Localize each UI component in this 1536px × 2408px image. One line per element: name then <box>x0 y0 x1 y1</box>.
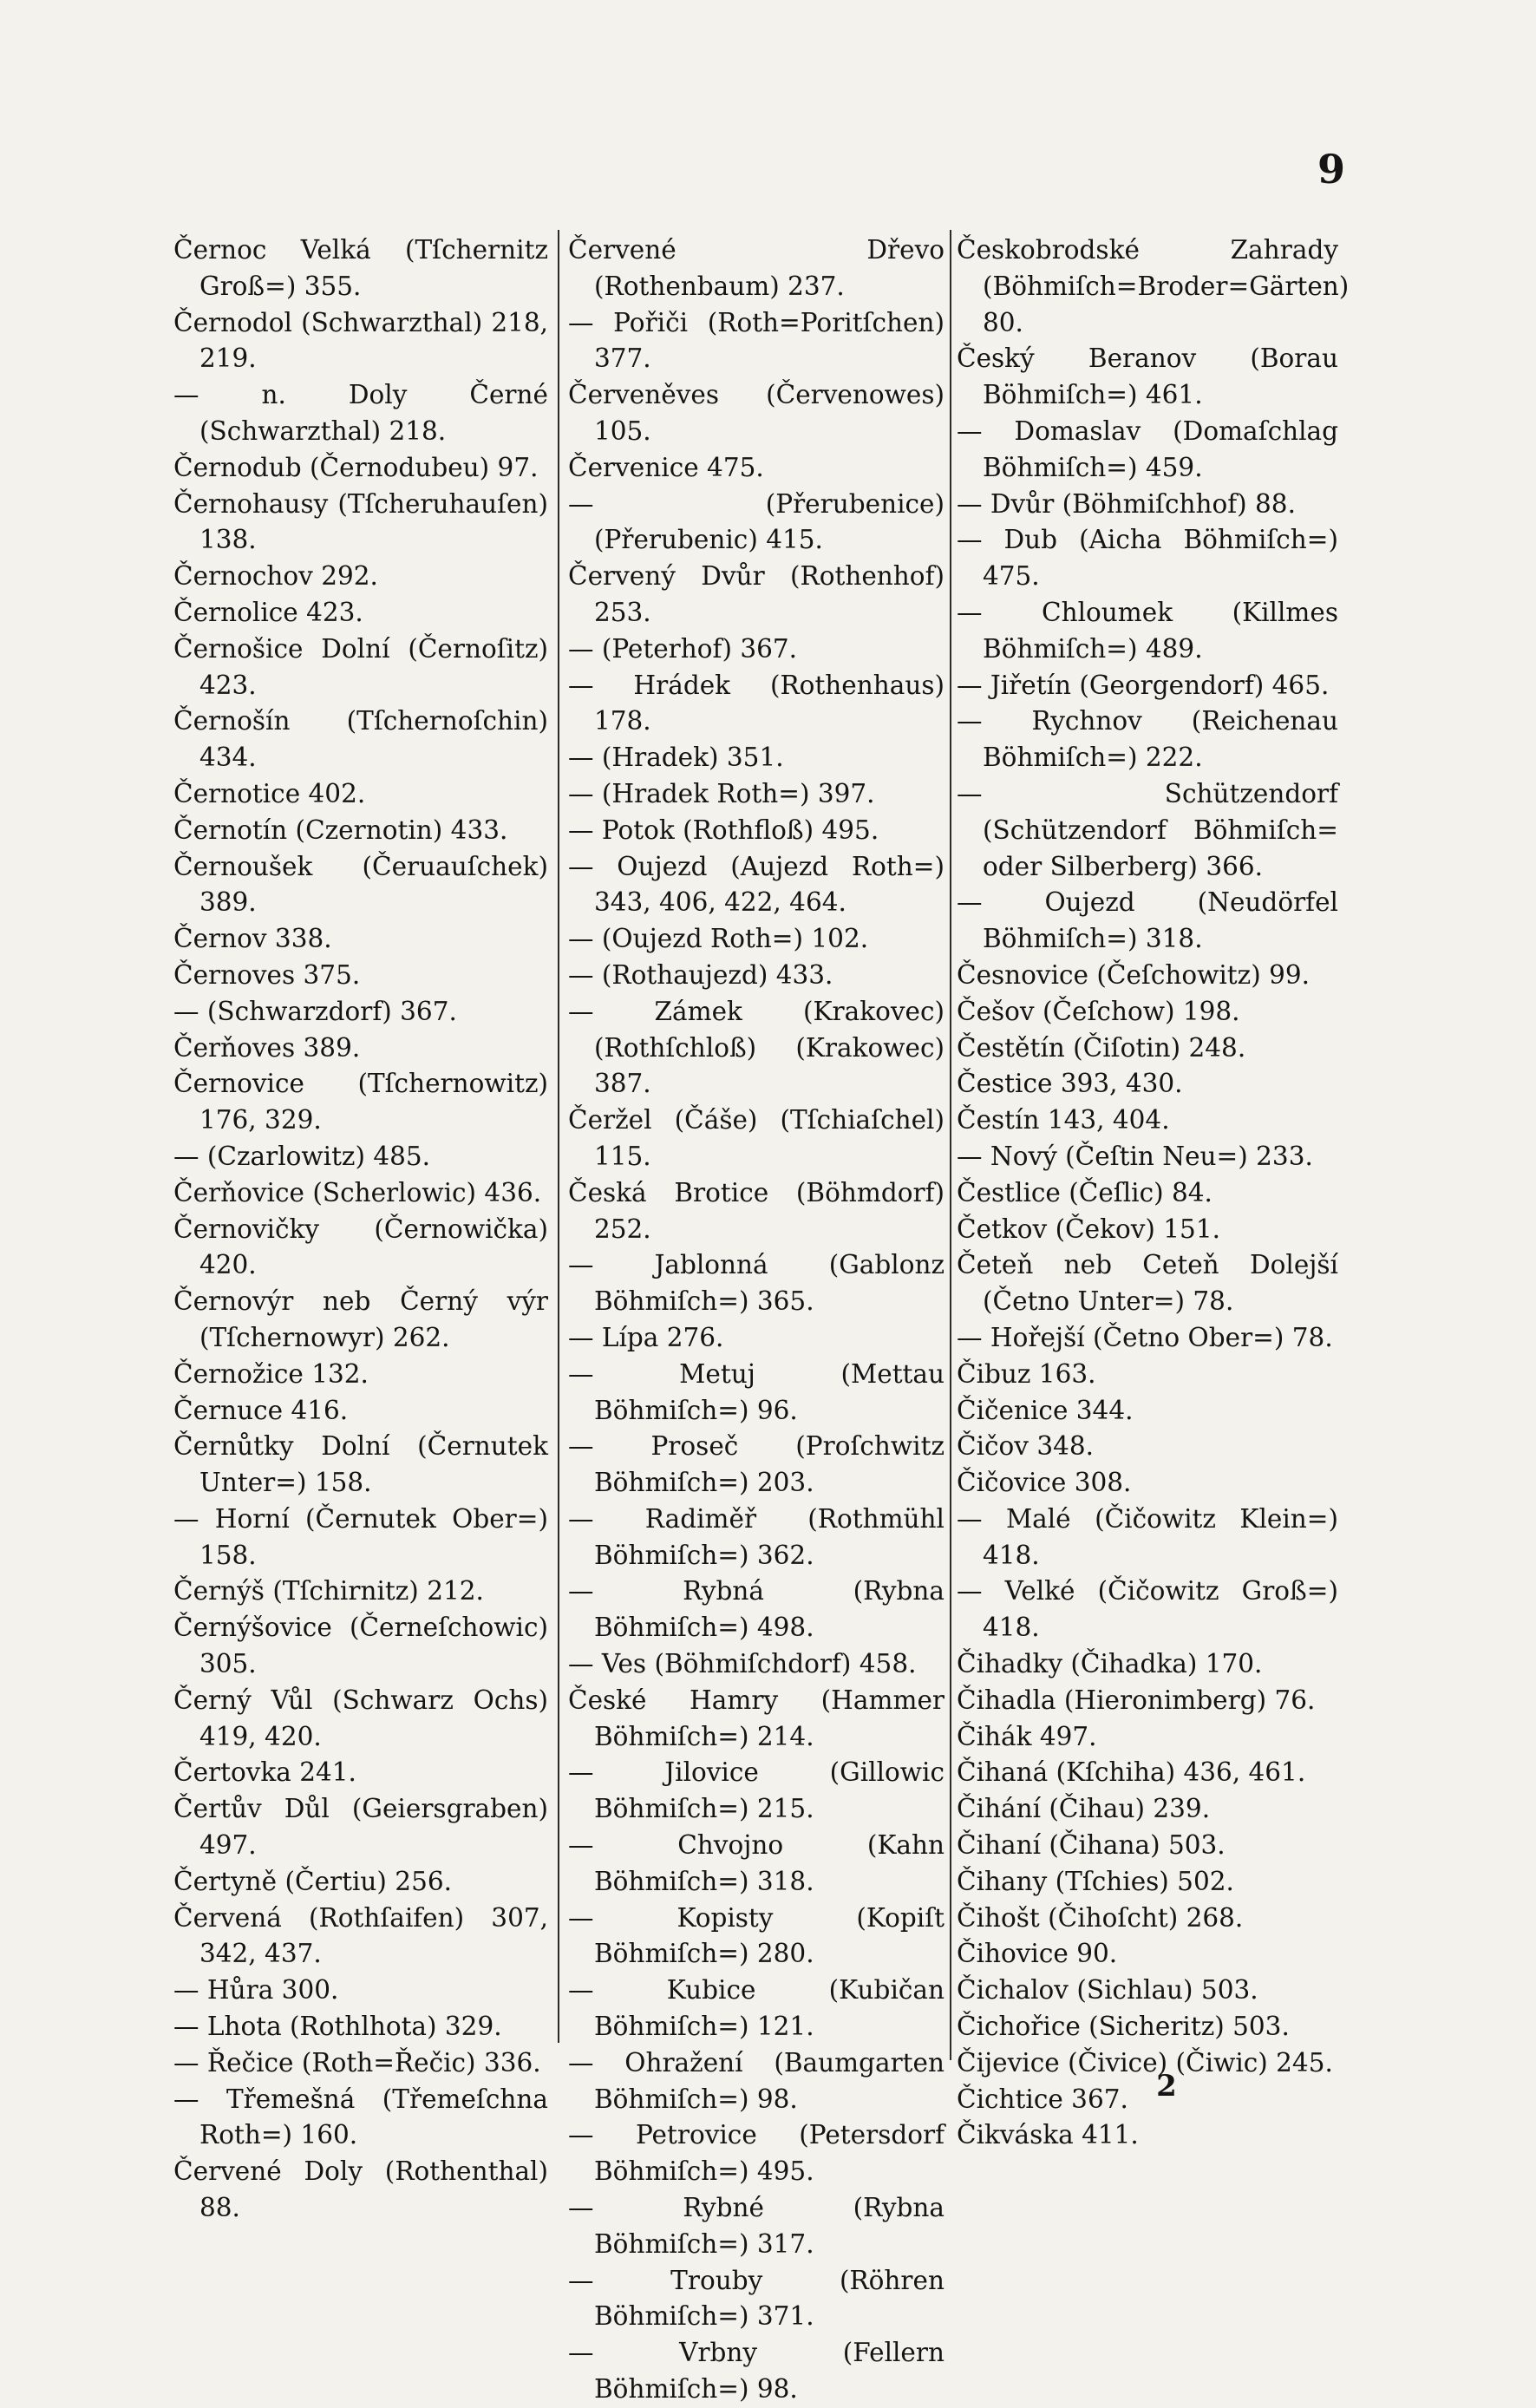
index-entry: Česnovice (Čeſchowitz) 99. <box>957 959 1311 990</box>
index-entry: Čijevice (Čivice) (Čiwic) 245. <box>957 2047 1333 2078</box>
index-entry: — Trouby (Röhren Böhmiſch=) 371. <box>568 2265 944 2332</box>
index-entry: Česká Brotice (Böhmdorf) 252. <box>568 1177 944 1244</box>
index-entry: — Radiměř (Rothmühl Böhmiſch=) 362. <box>568 1503 944 1570</box>
index-entry: — n. Doly Černé (Schwarzthal) 218. <box>173 380 548 446</box>
index-entry: Češov (Čeſchow) 198. <box>957 996 1240 1026</box>
index-entry: Černochov 292. <box>173 561 378 592</box>
index-entry: — Proseč (Proſchwitz Böhmiſch=) 203. <box>568 1431 944 1498</box>
index-entry: — Zámek (Krakovec) (Rothſchloß) (Krakowec) 387. <box>568 996 944 1099</box>
index-entry: — Rybné (Rybna Böhmiſch=) 317. <box>568 2193 944 2259</box>
index-entry: Čibuz 163. <box>957 1358 1096 1389</box>
index-entry: Českobrodské Zahrady (Böhmiſch=Broder=Gärten) 80. <box>957 235 1350 337</box>
index-entry: Čičov 348. <box>957 1431 1095 1462</box>
index-entry: — Pořiči (Roth=Poritſchen) 377. <box>568 307 944 374</box>
index-entry: Černolice 423. <box>173 597 363 627</box>
column-divider <box>558 230 559 2043</box>
index-entry: — Lípa 276. <box>568 1322 724 1352</box>
index-entry: — Jilovice (Gillowic Böhmiſch=) 215. <box>568 1757 944 1824</box>
index-entry: Červené Doly (Rothenthal) 88. <box>173 2156 548 2223</box>
index-entry: Černovičky (Černowička) 420. <box>173 1214 548 1280</box>
index-entry: — Kubice (Kubičan Böhmiſch=) 121. <box>568 1975 944 2042</box>
index-entry: Čerňoves 389. <box>173 1032 361 1063</box>
index-entry: — Hořejší (Četno Ober=) 78. <box>957 1322 1333 1352</box>
page-number: 9 <box>1317 146 1345 193</box>
index-entry: Černožice 132. <box>173 1358 369 1389</box>
index-entry: Černuce 416. <box>173 1395 349 1425</box>
index-entry: Černýšovice (Černeſchowic) 305. <box>173 1613 548 1679</box>
index-entry: Čihadky (Čihadka) 170. <box>957 1649 1263 1679</box>
index-entry: Čerňovice (Scherlowic) 436. <box>173 1177 542 1207</box>
index-entry: — Hůra 300. <box>173 1975 339 2006</box>
index-entry: Černovice (Tſchernowitz) 176, 329. <box>173 1069 548 1135</box>
index-entry: Čihovice 90. <box>957 1939 1118 1969</box>
index-entry: — Řečice (Roth=Řečic) 336. <box>173 2047 541 2078</box>
index-entry: Čestín 143, 404. <box>957 1105 1170 1135</box>
index-entry: — Třemešná (Třemeſchna Roth=) 160. <box>173 2084 548 2150</box>
index-entry: — (Rothaujezd) 433. <box>568 959 833 990</box>
index-entry: — (Czarlowitz) 485. <box>173 1141 431 1171</box>
index-entry: — Oujezd (Neudörfel Böhmiſch=) 318. <box>957 887 1338 954</box>
index-entry: Čihadla (Hieronimberg) 76. <box>957 1685 1316 1715</box>
index-entry: Černošice Dolní (Černoſitz) 423. <box>173 633 548 700</box>
index-entry: Čichalov (Sichlau) 503. <box>957 1975 1258 2006</box>
index-entry: — (Hradek Roth=) 397. <box>568 778 875 808</box>
index-entry: Čertyně (Čertiu) 256. <box>173 1866 452 1896</box>
index-entry: Černohausy (Tſcheruhauſen) 138. <box>173 488 548 555</box>
index-entry: Černůtky Dolní (Černutek Unter=) 158. <box>173 1431 548 1498</box>
index-entry: — Domaslav (Domaſchlag Böhmiſch=) 459. <box>957 416 1338 482</box>
index-entry: — (Hradek) 351. <box>568 743 784 773</box>
index-entry: — Metuj (Mettau Böhmiſch=) 96. <box>568 1358 944 1425</box>
index-entry: — Jiřetín (Georgendorf) 465. <box>957 670 1330 700</box>
index-entry: — Malé (Čičowitz Klein=) 418. <box>957 1503 1338 1570</box>
index-entry: — Schützendorf (Schützendorf Böhmiſch= oder Silberberg) 366. <box>957 778 1338 881</box>
index-entry: Čihaná (Kſchiha) 436, 461. <box>957 1757 1306 1788</box>
index-entry: — (Oujezd Roth=) 102. <box>568 924 869 954</box>
index-entry: — (Schwarzdorf) 367. <box>173 996 457 1026</box>
index-entry: — Vrbny (Fellern Böhmiſch=) 98. <box>568 2338 944 2405</box>
index-entry: — Ohražení (Baumgarten Böhmiſch=) 98. <box>568 2047 944 2114</box>
index-entry: Červené Dřevo (Rothenbaum) 237. <box>568 235 944 301</box>
index-entry: Černotice 402. <box>173 778 366 808</box>
index-entry: Červený Dvůr (Rothenhof) 253. <box>568 561 944 627</box>
index-entry: — Nový (Čeſtin Neu=) 233. <box>957 1141 1313 1171</box>
index-entry: — Lhota (Rothlhota) 329. <box>173 2012 502 2042</box>
index-entry: Čichořice (Sicheritz) 503. <box>957 2012 1290 2042</box>
index-entry: Černoušek (Čeruauſchek) 389. <box>173 851 548 918</box>
index-entry: Český Beranov (Borau Böhmiſch=) 461. <box>957 344 1338 410</box>
index-entry: Čihany (Tſchies) 502. <box>957 1866 1234 1896</box>
index-entry: Čestětín (Čiſotin) 248. <box>957 1032 1246 1063</box>
index-entry: — (Přerubenice) (Přerubenic) 415. <box>568 488 944 555</box>
index-entry: Čihání (Čihau) 239. <box>957 1794 1211 1824</box>
index-entry: Černov 338. <box>173 924 332 954</box>
index-entry: Čertovka 241. <box>173 1757 356 1788</box>
index-column-1 <box>173 232 548 2223</box>
index-entry: Černoc Velká (Tſchernitz Groß=) 355. <box>173 235 548 301</box>
index-entry: Černoves 375. <box>173 959 361 990</box>
index-entry: — Chloumek (Killmes Böhmiſch=) 489. <box>957 597 1338 664</box>
column-divider <box>950 230 951 2060</box>
index-entry: Černýš (Tſchirnitz) 212. <box>173 1576 484 1606</box>
index-entry: — Ves (Böhmiſchdorf) 458. <box>568 1649 917 1679</box>
index-entry: Čičovice 308. <box>957 1468 1132 1498</box>
index-entry: Čestice 393, 430. <box>957 1069 1183 1099</box>
index-column-2 <box>568 232 944 2405</box>
index-entry: — Kopisty (Kopiſt Böhmiſch=) 280. <box>568 1902 944 1969</box>
index-entry: Četeň neb Ceteň Dolejší (Četno Unter=) 78. <box>957 1250 1338 1317</box>
index-entry: — Velké (Čičowitz Groß=) 418. <box>957 1576 1338 1643</box>
index-entry: — Dvůr (Böhmiſchhof) 88. <box>957 488 1296 519</box>
index-entry: — Rychnov (Reichenau Böhmiſch=) 222. <box>957 706 1338 773</box>
index-entry: — Horní (Černutek Ober=) 158. <box>173 1503 548 1570</box>
index-entry: České Hamry (Hammer Böhmiſch=) 214. <box>568 1685 944 1751</box>
index-entry: — Potok (Rothfloß) 495. <box>568 815 879 845</box>
index-entry: Čičenice 344. <box>957 1395 1134 1425</box>
index-entry: Černodub (Černodubeu) 97. <box>173 452 539 482</box>
signature-mark: 2 <box>1156 2069 1177 2104</box>
index-entry: — Rybná (Rybna Böhmiſch=) 498. <box>568 1576 944 1643</box>
index-entry: Černotín (Czernotin) 433. <box>173 815 508 845</box>
index-entry: Černodol (Schwarzthal) 218, 219. <box>173 307 548 374</box>
index-entry: Čestlice (Čeſlic) 84. <box>957 1177 1212 1207</box>
index-entry: Četkov (Čekov) 151. <box>957 1214 1220 1244</box>
index-entry: — (Peterhof) 367. <box>568 633 798 664</box>
index-entry: Černošín (Tſchernoſchin) 434. <box>173 706 548 773</box>
index-entry: Čikváska 411. <box>957 2120 1139 2150</box>
index-column-3 <box>957 232 1350 2150</box>
index-entry: — Jablonná (Gablonz Böhmiſch=) 365. <box>568 1250 944 1317</box>
index-entry: Čichtice 367. <box>957 2084 1128 2114</box>
index-entry: Černý Vůl (Schwarz Ochs) 419, 420. <box>173 1685 548 1751</box>
index-entry: — Petrovice (Petersdorf Böhmiſch=) 495. <box>568 2120 944 2187</box>
index-entry: Čihák 497. <box>957 1721 1097 1751</box>
index-entry: — Hrádek (Rothenhaus) 178. <box>568 670 944 736</box>
index-entry: — Chvojno (Kahn Böhmiſch=) 318. <box>568 1830 944 1896</box>
index-entry: Čihaní (Čihana) 503. <box>957 1830 1226 1861</box>
index-entry: Čihošt (Čihoſcht) 268. <box>957 1902 1244 1933</box>
index-entry: — Oujezd (Aujezd Roth=) 343, 406, 422, 464. <box>568 851 944 918</box>
index-entry: Černovýr neb Černý výr (Tſchernowyr) 262. <box>173 1286 548 1352</box>
index-entry: Čeržel (Čáše) (Tſchiaſchel) 115. <box>568 1105 944 1171</box>
index-entry: — Dub (Aicha Böhmiſch=) 475. <box>957 525 1338 592</box>
index-entry: Čertův Důl (Geiersgraben) 497. <box>173 1794 548 1861</box>
index-entry: Červeněves (Červenowes) 105. <box>568 380 944 446</box>
index-entry: Červená (Rothſaifen) 307, 342, 437. <box>173 1902 548 1969</box>
index-entry: Červenice 475. <box>568 452 764 482</box>
